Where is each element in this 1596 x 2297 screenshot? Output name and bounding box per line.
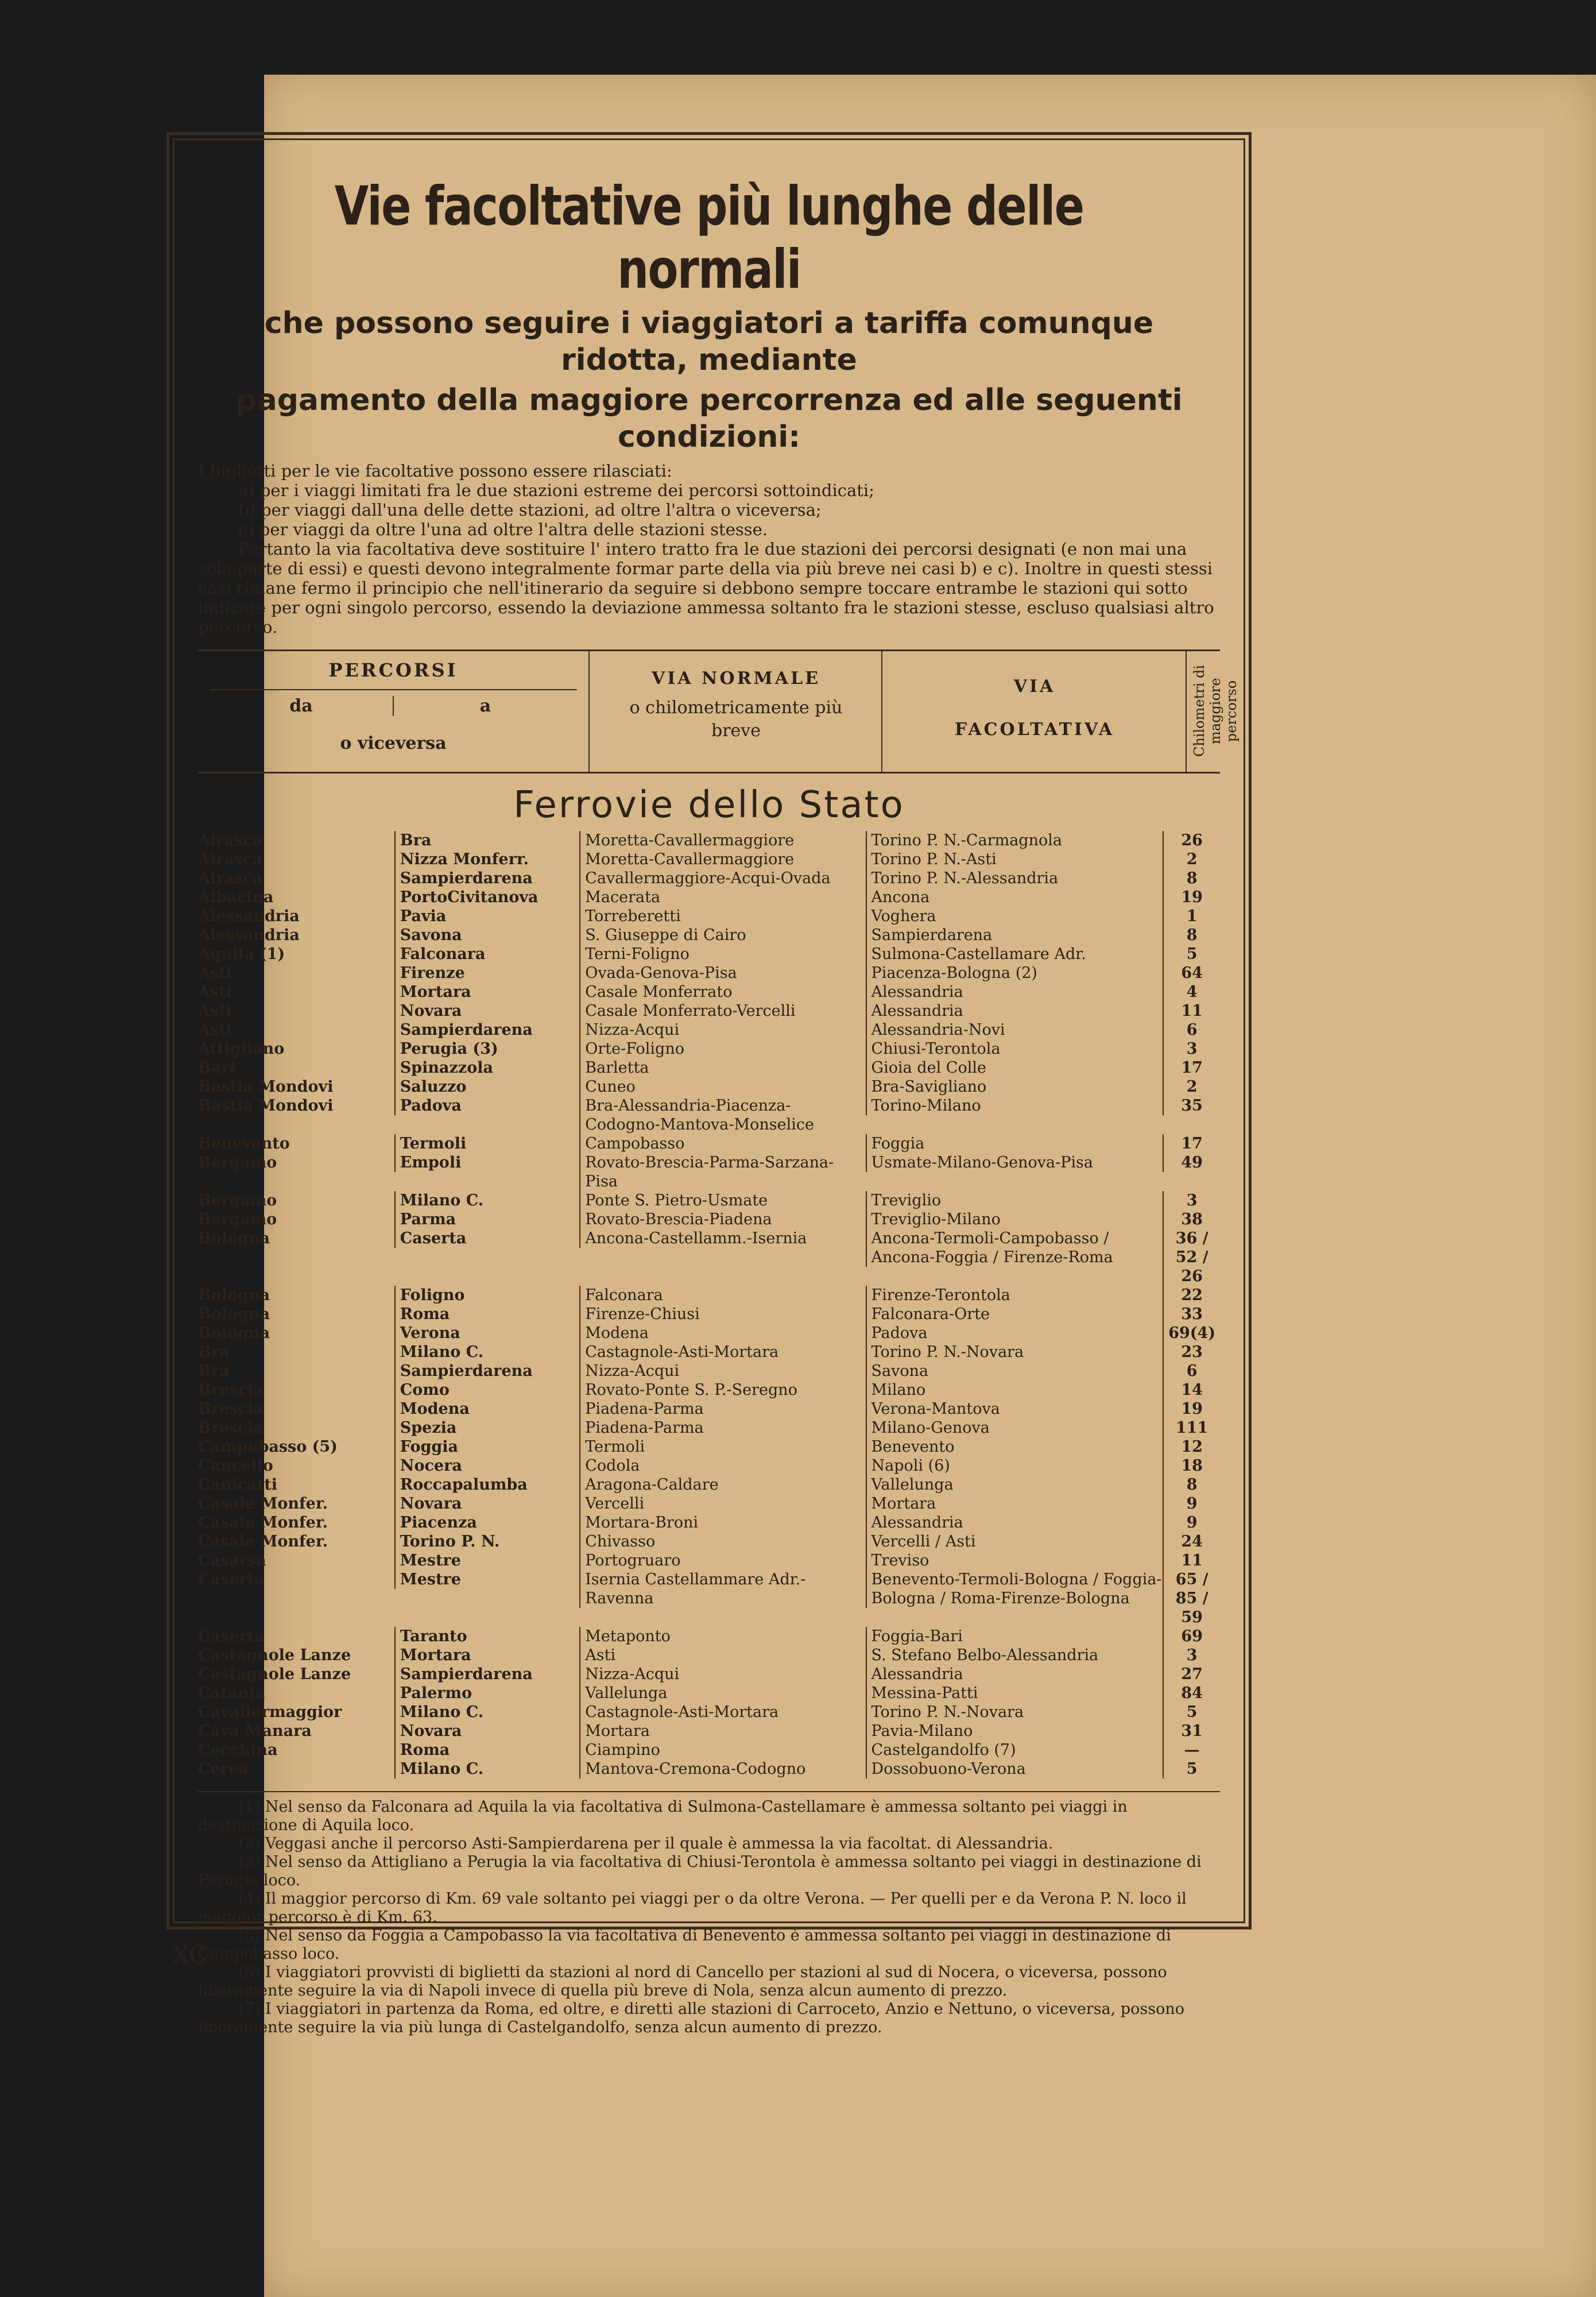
via-normale: Bra-Alessandria-Piacenza-Codogno-Mantova-Monselice [579, 1096, 865, 1134]
via-facoltativa: Alessandria [866, 983, 1163, 1001]
via-facoltativa: Alessandria [866, 1665, 1163, 1684]
table-row [198, 1077, 1220, 1096]
via-normale: Ciampino [579, 1741, 865, 1760]
table-row [198, 1096, 1220, 1134]
table-row [198, 888, 1220, 907]
via-facoltativa: Verona-Mantova [866, 1399, 1163, 1418]
intro-text [198, 461, 1220, 637]
route-from: Attigliano [198, 1040, 285, 1058]
extra-km: 8 [1163, 926, 1220, 945]
via-facoltativa: Piacenza-Bologna (2) [866, 964, 1163, 983]
extra-km: 11 [1163, 1001, 1220, 1020]
via-facoltativa: Ancona-Termoli-Campobasso / Ancona-Foggia / Firenze-Roma [866, 1229, 1163, 1267]
route-from: Bastia Mondovi [198, 1078, 334, 1096]
table-row [198, 1627, 1220, 1646]
via-normale: Mortara [579, 1722, 865, 1741]
route-to: Piacenza [394, 1513, 579, 1532]
via-normale: Terni-Foligno [579, 945, 865, 964]
route-to: Termoli [394, 1134, 579, 1153]
route-from: Casale Monfer. [198, 1495, 328, 1513]
via-facoltativa: Chiusi-Terontola [866, 1039, 1163, 1058]
extra-km: 8 [1163, 1475, 1220, 1494]
route-from: Bologna [198, 1324, 270, 1342]
route-to: Milano C. [394, 1760, 579, 1778]
via-facoltativa: Firenze-Terontola [866, 1286, 1163, 1305]
extra-km: 1 [1163, 907, 1220, 926]
via-facoltativa: Sampierdarena [866, 926, 1163, 945]
route-from: Albacina [198, 888, 274, 906]
table-header [198, 649, 1239, 774]
route-from: Cavallermaggior [198, 1703, 342, 1721]
route-to: Falconara [394, 945, 579, 964]
table-row [198, 1570, 1220, 1627]
extra-km: 35 [1163, 1096, 1220, 1115]
route-to: Mortara [394, 983, 579, 1001]
via-facoltativa: Treviso [866, 1551, 1163, 1570]
extra-km: 19 [1163, 1399, 1220, 1418]
footnote: (3) Nel senso da Attigliano a Perugia la via facoltativa di Chiusi-Terontola è ammessa soltanto pei viaggi in destinazione di Perugia loco. [198, 1853, 1202, 1889]
footnote: (6) I viaggiatori provvisti di biglietti da stazioni al nord di Cancello per stazioni al sud di Nocera, o viceversa, possono liberamente seguire la via di Napoli invece di quella più breve di Nola, senza alcun aumento di prezzo. [198, 1963, 1167, 2000]
via-normale: Moretta-Cavallermaggiore [579, 831, 865, 850]
via-normale: Vercelli [579, 1494, 865, 1513]
extra-km: 33 [1163, 1305, 1220, 1324]
extra-km: 18 [1163, 1456, 1220, 1475]
table-row [198, 1665, 1220, 1684]
via-normale: Nizza-Acqui [579, 1665, 865, 1684]
route-from: Alessandria [198, 907, 300, 925]
via-facoltativa: Mortara [866, 1494, 1163, 1513]
via-normale: Cuneo [579, 1077, 865, 1096]
via-facoltativa: Benevento [866, 1437, 1163, 1456]
via-facoltativa: Ancona [866, 888, 1163, 907]
route-from: Bari [198, 1059, 235, 1077]
table-row [198, 1001, 1220, 1020]
route-from: Asti [198, 1021, 232, 1039]
via-facoltativa: Messina-Patti [866, 1684, 1163, 1703]
route-to: Perugia (3) [394, 1039, 579, 1058]
route-from: Casale Monfer. [198, 1533, 328, 1550]
via-facoltativa: Torino P. N.-Asti [866, 850, 1163, 869]
table-row [198, 1229, 1220, 1286]
route-from: Bergamo [198, 1154, 277, 1171]
table-row [198, 945, 1220, 964]
route-to: Caserta [394, 1229, 579, 1248]
route-to: Foggia [394, 1437, 579, 1456]
via-normale: Mantova-Cremona-Codogno [579, 1760, 865, 1778]
extra-km: 84 [1163, 1684, 1220, 1703]
route-to: Roma [394, 1741, 579, 1760]
route-from: Cava Manara [198, 1722, 312, 1740]
route-to: Verona [394, 1324, 579, 1343]
extra-km: 17 [1163, 1134, 1220, 1153]
route-from: Cancello [198, 1457, 273, 1475]
extra-km: 5 [1163, 945, 1220, 964]
via-facoltativa: Savona [866, 1362, 1163, 1380]
table-row [198, 1532, 1220, 1551]
via-facoltativa: Gioia del Colle [866, 1058, 1163, 1077]
extra-km: 9 [1163, 1513, 1220, 1532]
via-facoltativa: Falconara-Orte [866, 1305, 1163, 1324]
extra-km: 6 [1163, 1362, 1220, 1380]
via-facoltativa: Voghera [866, 907, 1163, 926]
route-to: Spezia [394, 1418, 579, 1437]
extra-km: 6 [1163, 1020, 1220, 1039]
footnote: (4) Il maggior percorso di Km. 69 vale soltanto pei viaggi per o da oltre Verona. — Per quelli per e da Verona P. N. loco il maggior percorso è di Km. 63. [198, 1890, 1187, 1926]
table-row [198, 907, 1220, 926]
route-from: Airasca [198, 832, 263, 849]
page-title: Vie facoltative più lunghe delle normali [334, 175, 1084, 301]
table-row [198, 1494, 1220, 1513]
table-row [198, 831, 1220, 850]
via-normale: Casale Monferrato-Vercelli [579, 1001, 865, 1020]
table-row [198, 1513, 1220, 1532]
footnotes [198, 1791, 1220, 2037]
route-from: Catania [198, 1684, 265, 1702]
table-row [198, 1418, 1220, 1437]
table-row [198, 1722, 1220, 1741]
via-facoltativa: Milano-Genova [866, 1418, 1163, 1437]
via-facoltativa: Sulmona-Castellamare Adr. [866, 945, 1163, 964]
extra-km: 111 [1163, 1418, 1220, 1437]
via-normale: Firenze-Chiusi [579, 1305, 865, 1324]
route-to: Sampierdarena [394, 1020, 579, 1039]
route-to: Savona [394, 926, 579, 945]
route-to: Empoli [394, 1153, 579, 1172]
route-to: Bra [394, 831, 579, 850]
via-normale: Castagnole-Asti-Mortara [579, 1343, 865, 1362]
via-facoltativa: Vercelli / Asti [866, 1532, 1163, 1551]
via-normale: Nizza-Acqui [579, 1362, 865, 1380]
header-via-facoltativa: VIA FACOLTATIVA [881, 651, 1187, 772]
table-row [198, 850, 1220, 869]
table-row [198, 1760, 1220, 1778]
table-row [198, 1210, 1220, 1229]
via-normale: Ancona-Castellamm.-Isernia [579, 1229, 865, 1248]
via-facoltativa: Torino-Milano [866, 1096, 1163, 1115]
route-from: Bologna [198, 1229, 270, 1247]
extra-km: 19 [1163, 888, 1220, 907]
via-normale: Codola [579, 1456, 865, 1475]
footnote: (5) Nel senso da Foggia a Campobasso la via facoltativa di Benevento è ammessa soltanto pei viaggi in destinazione di Campobasso loco. [198, 1927, 1171, 1963]
table-row [198, 1305, 1220, 1324]
via-facoltativa: Torino P. N.-Alessandria [866, 869, 1163, 888]
extra-km: 3 [1163, 1039, 1220, 1058]
via-normale: Aragona-Caldare [579, 1475, 865, 1494]
extra-km: 8 [1163, 869, 1220, 888]
via-facoltativa: Napoli (6) [866, 1456, 1163, 1475]
route-to: Roma [394, 1305, 579, 1324]
route-to: Milano C. [394, 1703, 579, 1722]
via-normale: Rovato-Brescia-Piadena [579, 1210, 865, 1229]
route-from: Asti [198, 983, 232, 1001]
extra-km: 4 [1163, 983, 1220, 1001]
via-facoltativa: Dossobuono-Verona [866, 1760, 1163, 1778]
route-to: Spinazzola [394, 1058, 579, 1077]
table-row [198, 1684, 1220, 1703]
route-from: Caserta [198, 1571, 265, 1588]
via-normale: Casale Monferrato [579, 983, 865, 1001]
header-km: Chilometri di maggiore percorso [1186, 651, 1244, 772]
route-to: Pavia [394, 907, 579, 926]
route-from: Bra [198, 1343, 230, 1361]
route-to: Novara [394, 1494, 579, 1513]
route-to: Taranto [394, 1627, 579, 1646]
extra-km: 3 [1163, 1191, 1220, 1210]
route-from: Aquila (1) [198, 945, 285, 963]
route-to: Como [394, 1380, 579, 1399]
via-normale: Piadena-Parma [579, 1418, 865, 1437]
extra-km: 3 [1163, 1646, 1220, 1665]
route-from: Cecchina [198, 1741, 278, 1759]
via-facoltativa: Castelgandolfo (7) [866, 1741, 1163, 1760]
route-to: Sampierdarena [394, 869, 579, 888]
route-from: Benevento [198, 1135, 290, 1153]
via-normale: Rovato-Brescia-Parma-Sarzana-Pisa [579, 1153, 865, 1191]
route-from: Brescia [198, 1400, 264, 1418]
route-from: Bergamo [198, 1211, 277, 1228]
via-facoltativa: Alessandria [866, 1513, 1163, 1532]
via-normale: Isernia Castellammare Adr.-Ravenna [579, 1570, 865, 1608]
via-normale: Castagnole-Asti-Mortara [579, 1703, 865, 1722]
table-row [198, 1741, 1220, 1760]
table-row [198, 1343, 1220, 1362]
via-normale: S. Giuseppe di Cairo [579, 926, 865, 945]
route-from: Castagnole Lanze [198, 1665, 351, 1683]
extra-km: 69(4) [1163, 1324, 1220, 1343]
intro-line: a) per i viaggi limitati fra le due stazioni estreme dei percorsi sottoindicati; [238, 481, 874, 500]
header-percorsi: PERCORSI da a o viceversa [198, 651, 588, 772]
table-row [198, 1362, 1220, 1380]
table-row [198, 1153, 1220, 1191]
extra-km: 17 [1163, 1058, 1220, 1077]
via-facoltativa: Vallelunga [866, 1475, 1163, 1494]
extra-km: 5 [1163, 1760, 1220, 1778]
table-row [198, 1437, 1220, 1456]
footnote: (2) Veggasi anche il percorso Asti-Sampierdarena per il quale è ammessa la via facoltat. di Alessandria. [238, 1835, 1053, 1853]
via-facoltativa: Milano [866, 1380, 1163, 1399]
table-row [198, 1324, 1220, 1343]
route-to: Foligno [394, 1286, 579, 1305]
via-facoltativa: Benevento-Termoli-Bologna / Foggia-Bologna / Roma-Firenze-Bologna [866, 1570, 1163, 1608]
via-normale: Moretta-Cavallermaggiore [579, 850, 865, 869]
via-facoltativa: Usmate-Milano-Genova-Pisa [866, 1153, 1163, 1172]
via-normale: Modena [579, 1324, 865, 1343]
extra-km: — [1163, 1741, 1220, 1760]
route-from: Bologna [198, 1305, 270, 1323]
via-normale: Asti [579, 1646, 865, 1665]
routes-table [198, 831, 1220, 1778]
route-to: Torino P. N. [394, 1532, 579, 1551]
extra-km: 27 [1163, 1665, 1220, 1684]
extra-km: 11 [1163, 1551, 1220, 1570]
route-from: Airasca [198, 850, 263, 868]
via-facoltativa: Treviglio [866, 1191, 1163, 1210]
via-facoltativa: Alessandria [866, 1001, 1163, 1020]
via-normale: Ovada-Genova-Pisa [579, 964, 865, 983]
table-row [198, 1380, 1220, 1399]
extra-km: 24 [1163, 1532, 1220, 1551]
extra-km: 2 [1163, 1077, 1220, 1096]
route-to: Modena [394, 1399, 579, 1418]
via-facoltativa: Torino P. N.-Novara [866, 1703, 1163, 1722]
via-normale: Rovato-Ponte S. P.-Seregno [579, 1380, 865, 1399]
via-facoltativa: Treviglio-Milano [866, 1210, 1163, 1229]
route-from: Cerea [198, 1760, 249, 1778]
footnote: (1) Nel senso da Falconara ad Aquila la via facoltativa di Sulmona-Castellamare è ammessa soltanto pei viaggi in destinazione di Aquila loco. [198, 1798, 1128, 1834]
route-to: Mortara [394, 1646, 579, 1665]
extra-km: 65 / 85 / 59 [1163, 1570, 1220, 1627]
route-from: Asti [198, 1002, 232, 1020]
route-to: Mestre [394, 1570, 579, 1589]
subtitle-line-1: che possono seguire i viaggiatori a tariffa comunque ridotta, mediante [264, 306, 1154, 377]
intro-line: b) per viaggi dall'una delle dette stazioni, ad oltre l'altra o viceversa; [238, 500, 822, 520]
via-normale: Vallelunga [579, 1684, 865, 1703]
route-from: Casarsa [198, 1552, 266, 1569]
via-facoltativa: S. Stefano Belbo-Alessandria [866, 1646, 1163, 1665]
table-row [198, 1020, 1220, 1039]
extra-km: 12 [1163, 1437, 1220, 1456]
via-facoltativa: Pavia-Milano [866, 1722, 1163, 1741]
extra-km: 9 [1163, 1494, 1220, 1513]
via-normale: Metaponto [579, 1627, 865, 1646]
via-normale: Portogruaro [579, 1551, 865, 1570]
route-from: Bastia Mondovi [198, 1097, 334, 1115]
header-da: da [289, 696, 313, 716]
extra-km: 22 [1163, 1286, 1220, 1305]
table-row [198, 1703, 1220, 1722]
subtitle-line-2: pagamento della maggiore percorrenza ed alle seguenti condizioni: [235, 383, 1183, 454]
table-row [198, 1646, 1220, 1665]
route-to: Milano C. [394, 1343, 579, 1362]
via-normale: Campobasso [579, 1134, 865, 1153]
via-normale: Macerata [579, 888, 865, 907]
table-row [198, 1191, 1220, 1210]
extra-km: 36 / 52 / 26 [1163, 1229, 1220, 1286]
header-a: a [393, 696, 577, 716]
route-to: Firenze [394, 964, 579, 983]
extra-km: 26 [1163, 831, 1220, 850]
route-to: Nocera [394, 1456, 579, 1475]
via-facoltativa: Alessandria-Novi [866, 1020, 1163, 1039]
via-facoltativa: Bra-Savigliano [866, 1077, 1163, 1096]
header-viceversa: o viceversa [340, 733, 447, 753]
route-from: Bologna [198, 1286, 270, 1304]
route-to: Nizza Monferr. [394, 850, 579, 869]
route-from: Airasca [198, 869, 263, 887]
table-row [198, 983, 1220, 1001]
page-number: XC [172, 1941, 208, 1969]
table-row [198, 1475, 1220, 1494]
route-from: Brescia [198, 1381, 264, 1399]
intro-line: I biglietti per le vie facoltative possono essere rilasciati: [198, 461, 672, 481]
via-normale: Termoli [579, 1437, 865, 1456]
via-facoltativa: Padova [866, 1324, 1163, 1343]
route-to: Padova [394, 1096, 579, 1115]
via-normale: Falconara [579, 1286, 865, 1305]
route-from: Casale Monfer. [198, 1514, 328, 1532]
intro-paragraph: Pertanto la via facoltativa deve sostituire l' intero tratto fra le due stazioni dei percorsi designati (e non mai una sola parte di essi) e questi devono integralmente formar parte della via più breve nei casi b) e c). Inoltre in questi stessi casi rimane fermo il principio che nell'itinerario da seguire si debbono sempre toccare entrambe le stazioni qui sotto indicate per ogni singolo percorso, essendo la deviazione ammessa soltanto fra le stazioni stesse, escluso qualsiasi altro percorso. [198, 539, 1214, 637]
via-normale: Mortara-Broni [579, 1513, 865, 1532]
route-to: Sampierdarena [394, 1362, 579, 1380]
extra-km: 14 [1163, 1380, 1220, 1399]
footnote: (7) I viaggiatori in partenza da Roma, ed oltre, e diretti alle stazioni di Carroceto, Anzio e Nettuno, o viceversa, possono liberamente seguire la via più lunga di Castelgandolfo, senza alcun aumento di prezzo. [198, 2000, 1184, 2036]
extra-km: 5 [1163, 1703, 1220, 1722]
route-from: Alessandria [198, 926, 300, 944]
route-to: Palermo [394, 1684, 579, 1703]
route-to: Roccapalumba [394, 1475, 579, 1494]
table-row [198, 1134, 1220, 1153]
route-to: Novara [394, 1722, 579, 1741]
header-via-normale: VIA NORMALE o chilometricamente più breve [588, 651, 882, 772]
route-to: PortoCivitanova [394, 888, 579, 907]
extra-km: 64 [1163, 964, 1220, 983]
route-from: Asti [198, 964, 232, 982]
intro-line: c) per viaggi da oltre l'una ad oltre l'altra delle stazioni stesse. [238, 520, 768, 539]
table-row [198, 926, 1220, 945]
via-normale: Cavallermaggiore-Acqui-Ovada [579, 869, 865, 888]
via-normale: Piadena-Parma [579, 1399, 865, 1418]
table-row [198, 1286, 1220, 1305]
route-from: Brescia [198, 1419, 264, 1437]
route-from: Caserta [198, 1627, 265, 1645]
section-title: Ferrovie dello Stato [513, 784, 905, 826]
via-facoltativa: Torino P. N.-Novara [866, 1343, 1163, 1362]
table-row [198, 964, 1220, 983]
table-row [198, 1039, 1220, 1058]
route-to: Novara [394, 1001, 579, 1020]
extra-km: 23 [1163, 1343, 1220, 1362]
via-facoltativa: Torino P. N.-Carmagnola [866, 831, 1163, 850]
via-normale: Orte-Foligno [579, 1039, 865, 1058]
via-facoltativa: Foggia-Bari [866, 1627, 1163, 1646]
route-from: Castagnole Lanze [198, 1646, 351, 1664]
route-to: Parma [394, 1210, 579, 1229]
table-row [198, 1058, 1220, 1077]
route-from: Bergamo [198, 1192, 277, 1209]
via-normale: Chivasso [579, 1532, 865, 1551]
route-to: Milano C. [394, 1191, 579, 1210]
extra-km: 38 [1163, 1210, 1220, 1229]
extra-km: 2 [1163, 850, 1220, 869]
via-normale: Barletta [579, 1058, 865, 1077]
table-row [198, 1551, 1220, 1570]
via-normale: Torreberetti [579, 907, 865, 926]
extra-km: 49 [1163, 1153, 1220, 1172]
route-from: Bra [198, 1362, 230, 1380]
route-to: Sampierdarena [394, 1665, 579, 1684]
route-to: Saluzzo [394, 1077, 579, 1096]
extra-km: 31 [1163, 1722, 1220, 1741]
extra-km: 69 [1163, 1627, 1220, 1646]
route-to: Mestre [394, 1551, 579, 1570]
table-row [198, 869, 1220, 888]
via-facoltativa: Foggia [866, 1134, 1163, 1153]
table-row [198, 1456, 1220, 1475]
via-normale: Ponte S. Pietro-Usmate [579, 1191, 865, 1210]
route-from: Campobasso (5) [198, 1438, 338, 1456]
table-row [198, 1399, 1220, 1418]
route-from: Canicatti [198, 1476, 278, 1494]
via-normale: Nizza-Acqui [579, 1020, 865, 1039]
